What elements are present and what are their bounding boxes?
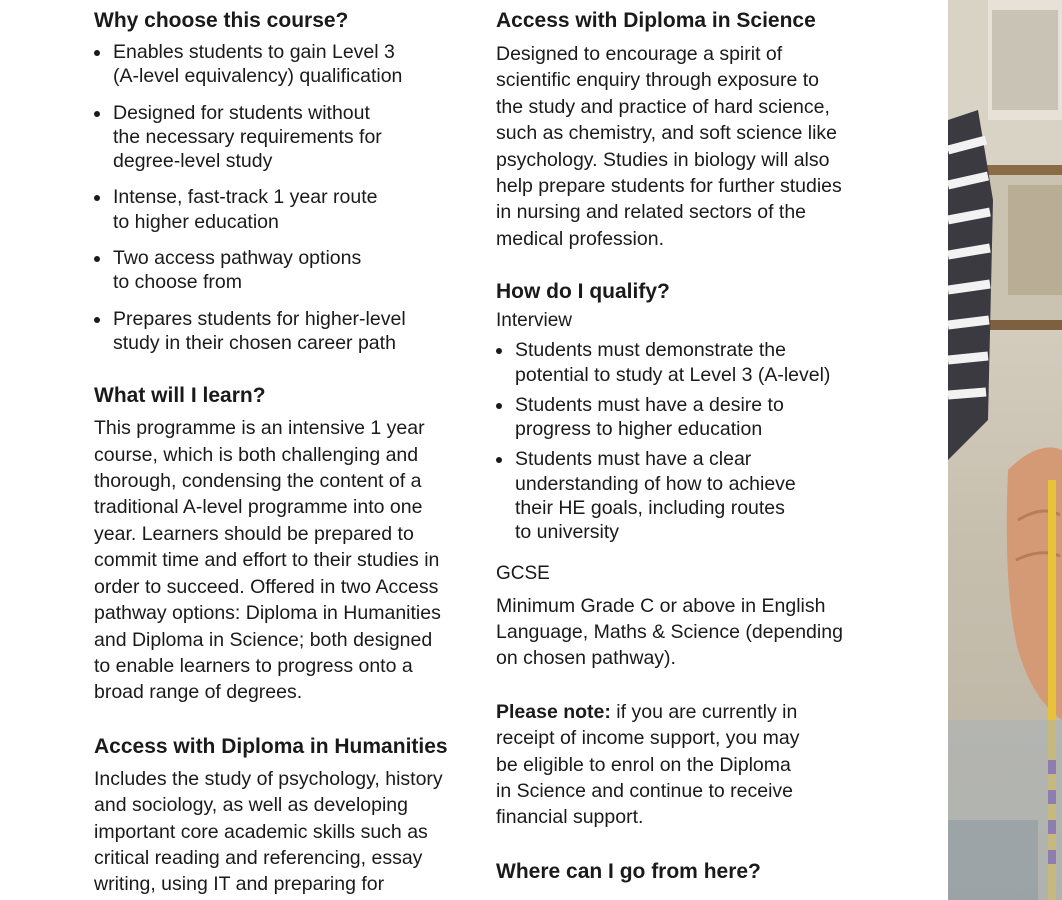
why-bullet: Intense, fast-track 1 year route to higher education (94, 185, 454, 234)
qualify-heading: How do I qualify? (496, 280, 670, 304)
why-bullet: Designed for students without the necessary requirements for degree-level study (94, 101, 454, 174)
qualify-bullet-list (496, 338, 856, 544)
qualify-bullet: Students must have a desire to progress to higher education (496, 393, 856, 442)
qualify-bullet: Students must have a clear understanding of how to achieve their HE goals, including routes to university (496, 447, 856, 544)
left-column (94, 0, 454, 898)
learn-paragraph: This programme is an intensive 1 year course, which is both challenging and thorough, condensing the content of a traditional A-level programme into one year. Learners should be prepared to commit time and effort to their studies in order to succeed. Offered in two Access pathway options: Diploma in Humanities and Diploma in Science; both designed to enable learners to progress onto a broad range of degrees. (94, 417, 441, 704)
science-paragraph: Designed to encourage a spirit of scientific enquiry through exposure to the study and practice of hard science, such as chemistry, and soft science like psychology. Studies in biology will also help prepare students for further studies in nursing and related sectors of the medical profession. (496, 43, 842, 250)
why-bullet: Prepares students for higher-level study in their chosen career path (94, 307, 454, 356)
gcse-label: GCSE (496, 562, 550, 584)
student-photo (948, 0, 1062, 900)
humanities-heading: Access with Diploma in Humanities (94, 734, 448, 758)
note-label: Please note: (496, 700, 611, 723)
science-heading: Access with Diploma in Science (496, 9, 816, 32)
learn-heading: What will I learn? (94, 384, 266, 408)
interview-label: Interview (496, 310, 573, 332)
why-heading: Why choose this course? (94, 9, 349, 32)
humanities-paragraph: Includes the study of psychology, history and sociology, as well as developing important core academic skills such as critical reading and referencing, essay writing, using IT and preparing for (94, 767, 443, 896)
qualify-bullet: Students must demonstrate the potential to study at Level 3 (A-level) (496, 338, 856, 387)
photo-illustration (948, 0, 1062, 900)
note-paragraph: Please note: if you are currently in receipt of income support, you may be eligible to enrol on the Diploma in Science and continue to receive financial support. (496, 700, 800, 829)
why-bullet: Two access pathway options to choose from (94, 246, 454, 295)
where-heading: Where can I go from here? (496, 859, 761, 883)
why-bullet: Enables students to gain Level 3 (A-level equivalency) qualification (94, 40, 454, 89)
right-column (496, 0, 856, 885)
gcse-paragraph: Minimum Grade C or above in English Language, Maths & Science (depending on chosen pathway). (496, 594, 843, 670)
why-bullet-list (94, 40, 454, 355)
